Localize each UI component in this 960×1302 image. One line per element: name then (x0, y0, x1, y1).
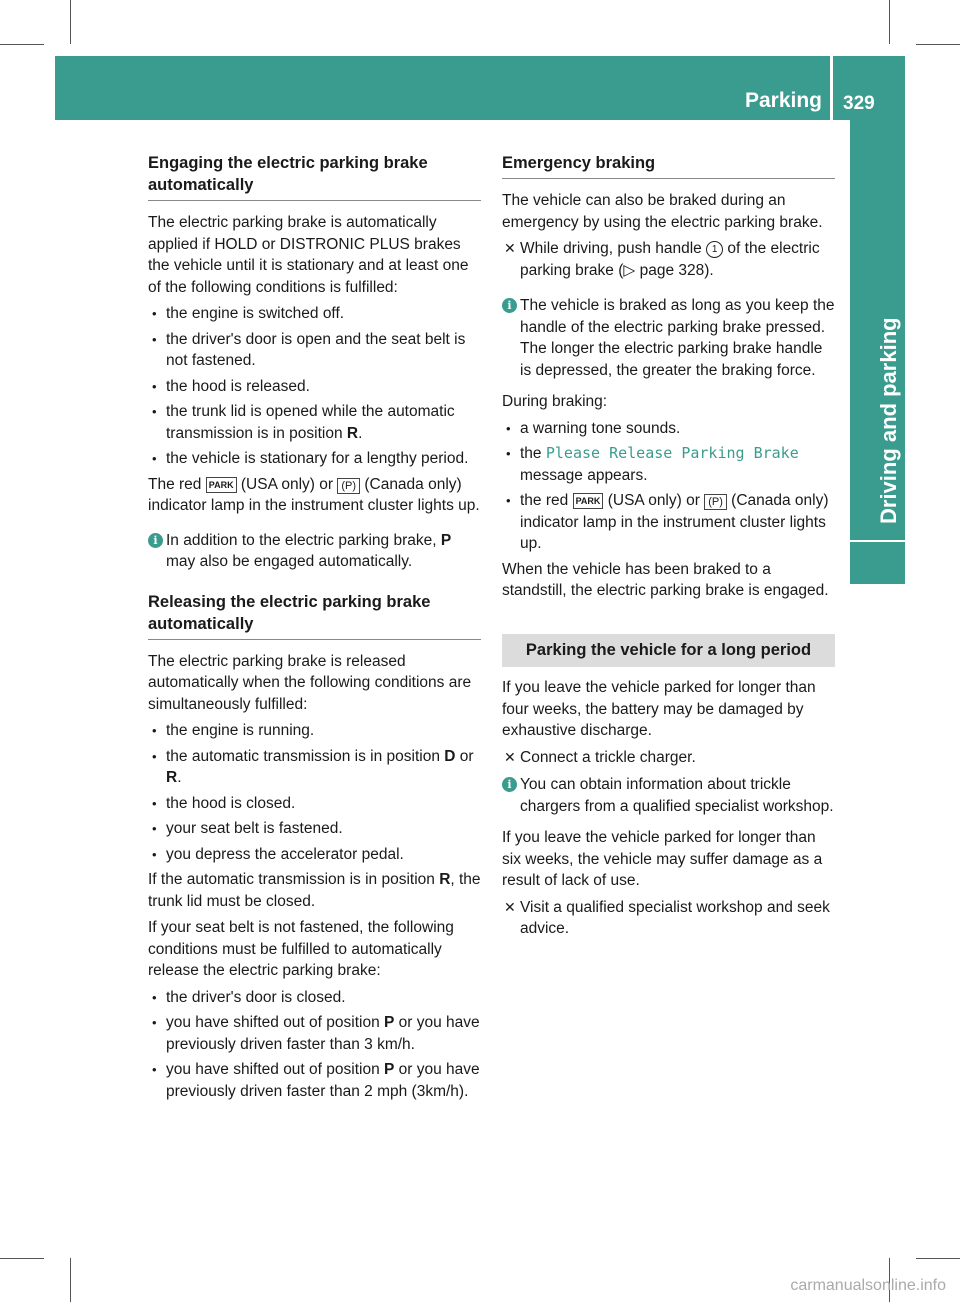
list-item: • the Please Release Parking Brake message appears. (502, 443, 835, 486)
list-item: • your seat belt is fastened. (148, 818, 481, 840)
info-icon: i (502, 298, 517, 313)
paragraph: If you leave the vehicle parked for longer than four weeks, the battery may be damaged by exhaustive discharge. (502, 679, 816, 739)
list-item: • the red PARK (USA only) or (P) (Canada only) indicator lamp in the instrument cluster lights up. (502, 490, 835, 555)
watermark: carmanualsonline.info (790, 1276, 946, 1294)
page-ref-icon: ▷ (623, 261, 636, 279)
chapter-tab-marker (850, 542, 905, 584)
paragraph: During braking: (502, 393, 608, 410)
heading-long-period: Parking the vehicle for a long period (502, 634, 835, 668)
list-item: • a warning tone sounds. (502, 418, 835, 440)
crop-mark (916, 44, 960, 45)
list-item: • you depress the accelerator pedal. (148, 844, 481, 866)
page-number: 329 (843, 93, 875, 114)
crop-mark (0, 44, 44, 45)
arrow-icon: ✕ (504, 898, 516, 915)
paragraph: The electric parking brake is automatically applied if HOLD or DISTRONIC PLUS brakes the vehicle until it is stationary and at least one of the following conditions is fulfilled: (148, 214, 469, 296)
display-message: Please Release Parking Brake (545, 444, 799, 462)
crop-mark (0, 1258, 44, 1259)
instruction-step: ✕ While driving, push handle 1 of the electric parking brake (▷ page 328). (504, 240, 820, 279)
list-item: • the automatic transmission is in position D or R. (148, 746, 481, 789)
paragraph: The electric parking brake is released automatically when the following conditions are simultaneously fulfilled: (148, 652, 472, 713)
info-icon: i (502, 777, 517, 792)
list-item: • the vehicle is stationary for a lengthy period. (148, 448, 481, 470)
list-item: • the hood is closed. (148, 793, 481, 815)
info-note: i You can obtain information about trickle chargers from a qualified specialist workshop. (502, 774, 835, 817)
chapter-label: Driving and parking (876, 317, 901, 524)
list-item: • the engine is switched off. (148, 303, 481, 325)
crop-mark (70, 0, 71, 44)
left-column (148, 152, 481, 1106)
heading-emergency: Emergency braking (502, 152, 835, 179)
heading-engaging: Engaging the electric parking brake automatically (148, 152, 481, 201)
paragraph: The vehicle can also be braked during an emergency by using the electric parking brake. (502, 192, 823, 231)
parking-brake-lamp-icon: (P) (337, 478, 360, 494)
paragraph: If the automatic transmission is in position R, the trunk lid must be closed. (148, 871, 481, 910)
instruction-step: ✕ Connect a trickle charger. (502, 747, 835, 769)
paragraph: If your seat belt is not fastened, the following conditions must be fulfilled to automatically release the electric parking brake: (148, 919, 454, 979)
crop-mark (889, 0, 890, 44)
callout-number-icon: 1 (706, 241, 723, 258)
paragraph: The red PARK (USA only) or (P) (Canada only) indicator lamp in the instrument cluster lights up. (148, 475, 480, 514)
parking-brake-lamp-icon: (P) (704, 494, 727, 510)
arrow-icon: ✕ (504, 748, 516, 765)
section-title: Parking (744, 89, 822, 112)
park-lamp-icon: PARK (206, 477, 237, 493)
paragraph: If you leave the vehicle parked for longer than six weeks, the vehicle may suffer damage as a result of lack of use. (502, 829, 823, 889)
list-item: • the trunk lid is opened while the automatic transmission is in position R. (148, 401, 481, 444)
list-item: • the hood is released. (148, 376, 481, 398)
heading-releasing: Releasing the electric parking brake automatically (148, 591, 481, 640)
list-item: • you have shifted out of position P or you have previously driven faster than 2 mph (3km/h). (148, 1059, 481, 1102)
crop-mark (70, 1258, 71, 1302)
park-lamp-icon: PARK (573, 493, 604, 509)
header-divider (830, 56, 833, 120)
info-note: i The vehicle is braked as long as you keep the handle of the electric parking brake pressed. The longer the electric parking brake handle is depressed, the greater the braking force. (502, 295, 835, 381)
paragraph: When the vehicle has been braked to a standstill, the electric parking brake is engaged. (502, 560, 829, 599)
list-item: • the driver's door is closed. (148, 987, 481, 1009)
info-icon: i (148, 533, 163, 548)
crop-mark (916, 1258, 960, 1259)
info-note: i In addition to the electric parking brake, P may also be engaged automatically. (148, 530, 481, 573)
arrow-icon: ✕ (504, 240, 516, 256)
right-column (502, 152, 835, 946)
list-item: • the engine is running. (148, 720, 481, 742)
list-item: • the driver's door is open and the seat belt is not fastened. (148, 329, 481, 372)
instruction-step: ✕ Visit a qualified specialist workshop and seek advice. (504, 898, 830, 937)
list-item: • you have shifted out of position P or you have previously driven faster than 3 km/h. (148, 1012, 481, 1055)
